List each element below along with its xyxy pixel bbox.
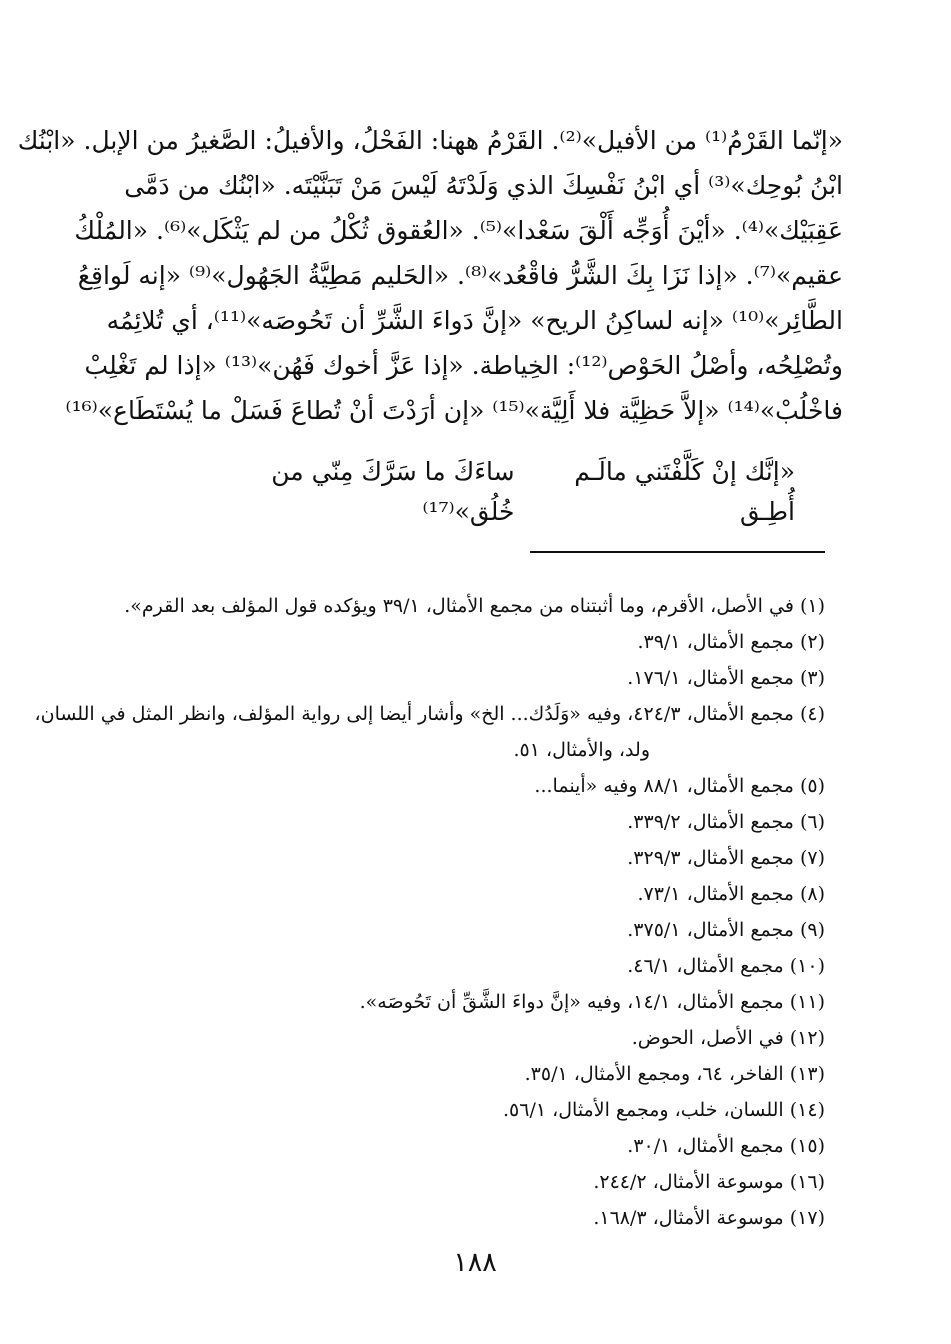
footnote-15: (١٥) مجمع الأمثال، ٣٠/١. <box>627 1135 825 1157</box>
footnote-4: (٤) مجمع الأمثال، ٤٢٤/٣، وفيه «وَلَدُك... الخ» وأشار أيضا إلى رواية المؤلف، وانظر المثل في اللسان، <box>34 703 825 725</box>
footnote-4-continuation: ولد، والأمثال، ٥١. <box>513 739 650 761</box>
footnote-11: (١١) مجمع الأمثال، ١٤/١، وفيه «إنَّ دواءَ الشَّقِّ أن تَحُوصَه». <box>359 991 825 1013</box>
footnotes-block <box>34 588 825 1236</box>
footnote-12: (١٢) في الأصل، الحوض. <box>631 1027 825 1049</box>
poetry-verse <box>175 452 795 532</box>
verse-second-hemistich: ساءَكَ ما سَرَّكَ مِنّي من خُلُق»⁽¹⁷⁾ <box>271 457 515 526</box>
footnote-separator-rule <box>530 551 825 553</box>
main-text-line-5: الطَّائِر»⁽¹⁰⁾ «إنه لساكِنُ الريح» «إنَّ دَواءَ الشَّرِّ أن تَحُوصَه»⁽¹¹⁾، أي تُلائِمُه <box>106 306 843 335</box>
footnote-6: (٦) مجمع الأمثال، ٣٣٩/٢. <box>627 811 825 833</box>
footnote-14: (١٤) اللسان، خلب، ومجمع الأمثال، ٥٦/١. <box>502 1099 825 1121</box>
footnote-3: (٣) مجمع الأمثال، ١٧٦/١. <box>627 667 825 689</box>
footnote-1: (١) في الأصل، الأقرم، وما أثبتناه من مجمع الأمثال، ٣٩/١ ويؤكده قول المؤلف بعد القرم». <box>124 595 825 617</box>
page-number: ١٨٨ <box>453 1247 497 1278</box>
footnote-2: (٢) مجمع الأمثال، ٣٩/١. <box>637 631 825 653</box>
main-text-line-3: عَقِبَيْك»⁽⁴⁾. «أيْنَ أُوَجِّه أَلْقَ سَعْدا»⁽⁵⁾. «العُقوق ثُكْلُ من لم يَثْكَل»⁽⁶⁾. «المُلْكُ <box>74 216 843 245</box>
main-text-line-4: عقيم»⁽⁷⁾. «إذا نَزَا بِكَ الشَّرُّ فاقْعُد»⁽⁸⁾. «الحَليم مَطِيَّةُ الجَهُول»⁽⁹⁾ «إنه لَواقِعُ <box>77 261 843 290</box>
footnote-8: (٨) مجمع الأمثال، ٧٣/١. <box>637 883 825 905</box>
verse-first-hemistich: «إنَّك إنْ كَلَّفْتَني مالَـم أُطِـق <box>574 457 795 526</box>
main-text-block <box>17 118 843 433</box>
footnote-9: (٩) مجمع الأمثال، ٣٧٥/١. <box>627 919 825 941</box>
footnote-13: (١٣) الفاخر، ٦٤، ومجمع الأمثال، ٣٥/١. <box>524 1063 825 1085</box>
footnote-5: (٥) مجمع الأمثال، ٨٨/١ وفيه «أينما... <box>534 775 825 797</box>
footnote-7: (٧) مجمع الأمثال، ٣٢٩/٣. <box>627 847 825 869</box>
main-text-line-6: وتُصْلِحُه، وأصْلُ الحَوْص⁽¹²⁾: الخِياطة. «إذا عَزَّ أخوك فَهُن»⁽¹³⁾ «إذا لم تَغْلِبْ <box>84 351 843 380</box>
main-text-line-1: «إنّما القَرْمُ⁽¹⁾ من الأفيل»⁽²⁾. القَرْمُ ههنا: الفَحْلُ، والأفيلُ: الصَّغيرُ من الإبل. «ابْنُك <box>17 126 843 155</box>
footnote-17: (١٧) موسوعة الأمثال، ١٦٨/٣. <box>593 1207 825 1229</box>
main-text-line-7: فاخْلُبْ»⁽¹⁴⁾ «إلاَّ حَظِيَّة فلا أَلِيَّة»⁽¹⁵⁾ «إن أرَدْتَ أنْ تُطاعَ فَسَلْ ما يُسْتَطَاع»⁽¹⁶⁾ <box>65 396 843 425</box>
footnote-16: (١٦) موسوعة الأمثال، ٢٤٤/٢. <box>593 1171 825 1193</box>
footnote-10: (١٠) مجمع الأمثال، ٤٦/١. <box>627 955 825 977</box>
main-text-line-2: ابْنُ بُوحِك»⁽³⁾ أي ابْنُ نَفْسِكَ الذي وَلَدْتَهُ لَيْسَ مَنْ تَبَنَّيْتَه. «ابْنُك من دَمَّى <box>124 171 843 200</box>
